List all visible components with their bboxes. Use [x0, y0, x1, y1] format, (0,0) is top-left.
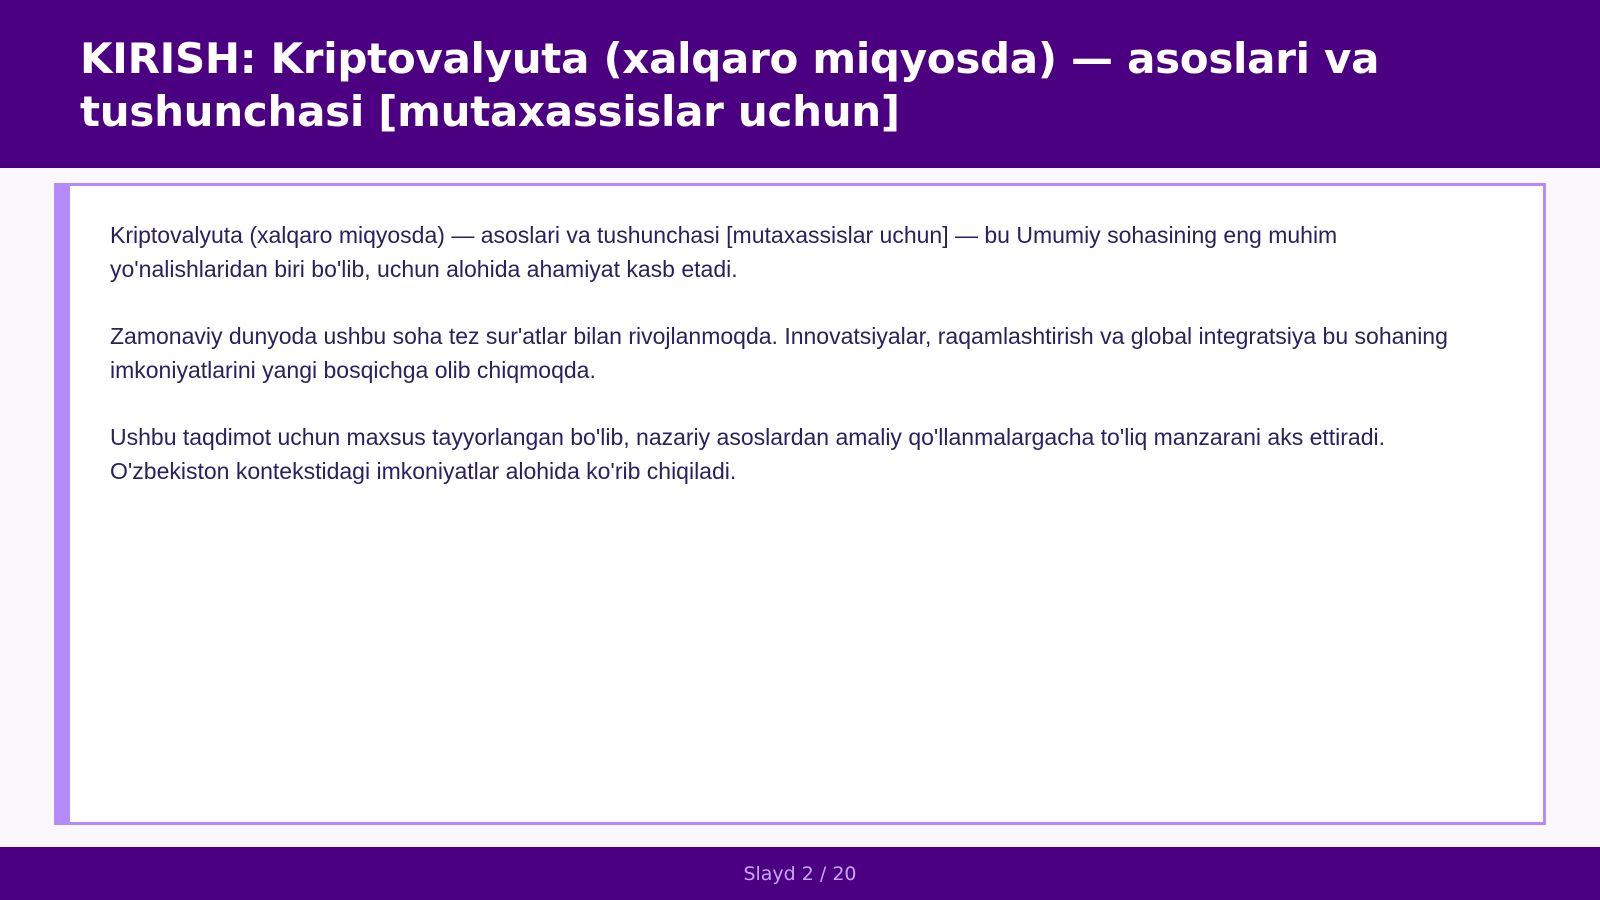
slide-header — [0, 0, 1600, 168]
content-paragraph: Zamonaviy dunyoda ushbu soha tez sur'atlar bilan rivojlanmoqda. Innovatsiyalar, raqamlashtirish va global integratsiya bu sohaning imkoniyatlarini yangi bosqichga olib chiqmoqda. — [110, 323, 1448, 383]
slide-counter: Slayd 2 / 20 — [743, 862, 857, 885]
content-box — [54, 183, 1546, 825]
content-paragraph: Kriptovalyuta (xalqaro miqyosda) — asoslari va tushunchasi [mutaxassislar uchun] — bu Umumiy sohasining eng muhim yo'nalishlaridan biri bo'lib, uchun alohida ahamiyat kasb etadi. — [110, 222, 1338, 282]
slide-title: KIRISH: Kriptovalyuta (xalqaro miqyosda) — asoslari va tushunchasi [mutaxassislar uchun] — [80, 34, 1380, 136]
content-paragraph: Ushbu taqdimot uchun maxsus tayyorlangan bo'lib, nazariy asoslardan amaliy qo'llanmalargacha to'liq manzarani aks ettiradi. O'zbekiston kontekstidagi imkoniyatlar alohida ko'rib chiqiladi. — [110, 424, 1386, 484]
slide-footer — [0, 847, 1600, 900]
